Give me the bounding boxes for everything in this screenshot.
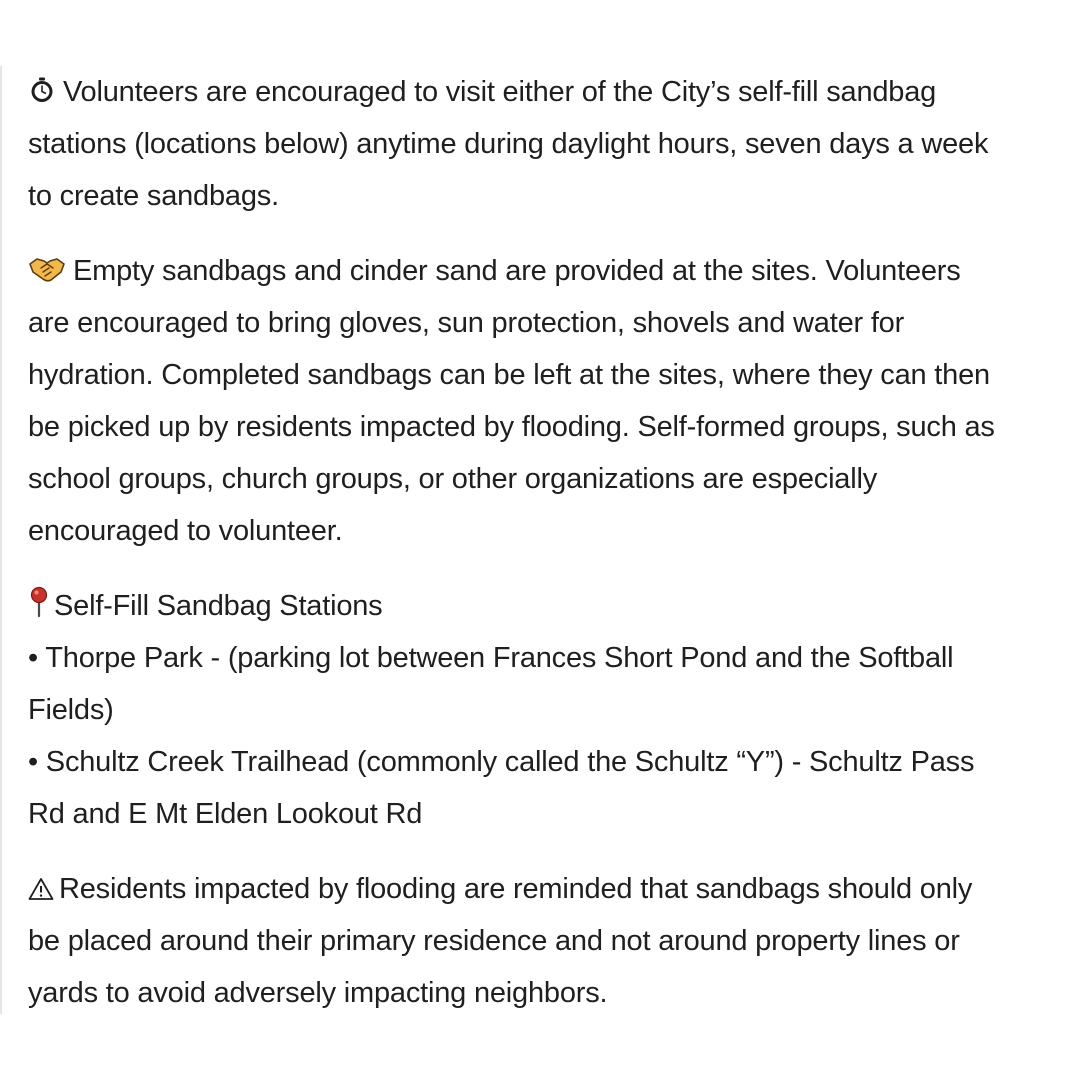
text-line: be picked up by residents impacted by flooding. Self-formed groups, such as bbox=[28, 411, 995, 443]
handshake-icon bbox=[28, 255, 66, 283]
text-line: school groups, church groups, or other organizations are especially bbox=[28, 463, 878, 495]
volunteers-paragraph bbox=[28, 66, 1068, 222]
text-line: be placed around their primary residence and not around property lines or bbox=[28, 925, 960, 957]
text-line bbox=[28, 245, 1068, 297]
stopwatch-icon bbox=[28, 76, 56, 104]
stations-heading bbox=[28, 580, 1068, 632]
warning-icon bbox=[28, 877, 54, 901]
post-body bbox=[28, 66, 1068, 1019]
round-pushpin-icon bbox=[28, 586, 50, 618]
text-line bbox=[28, 863, 1068, 915]
left-border bbox=[0, 66, 2, 1014]
text-line: encouraged to volunteer. bbox=[28, 515, 343, 547]
supplies-paragraph bbox=[28, 245, 1068, 557]
text-line: are encouraged to bring gloves, sun protection, shovels and water for bbox=[28, 307, 905, 339]
stations-paragraph bbox=[28, 580, 1068, 840]
line-text: Volunteers are encouraged to visit either of the City’s self-fill sandbag bbox=[63, 76, 937, 108]
station-item: • Schultz Creek Trailhead (commonly called the Schultz “Y”) - Schultz Pass bbox=[28, 746, 975, 778]
line-text: Empty sandbags and cinder sand are provided at the sites. Volunteers bbox=[73, 255, 961, 287]
text-line: to create sandbags. bbox=[28, 180, 279, 212]
text-line: yards to avoid adversely impacting neighbors. bbox=[28, 977, 608, 1009]
text-line: Rd and E Mt Elden Lookout Rd bbox=[28, 798, 423, 830]
line-text: Residents impacted by flooding are reminded that sandbags should only bbox=[59, 873, 973, 905]
text-line: Fields) bbox=[28, 694, 114, 726]
warning-paragraph bbox=[28, 863, 1068, 1019]
heading-text: Self-Fill Sandbag Stations bbox=[54, 590, 383, 622]
text-line bbox=[28, 66, 1068, 118]
text-line: stations (locations below) anytime during daylight hours, seven days a week bbox=[28, 128, 989, 160]
text-line: hydration. Completed sandbags can be left at the sites, where they can then bbox=[28, 359, 990, 391]
station-item: • Thorpe Park - (parking lot between Frances Short Pond and the Softball bbox=[28, 642, 954, 674]
